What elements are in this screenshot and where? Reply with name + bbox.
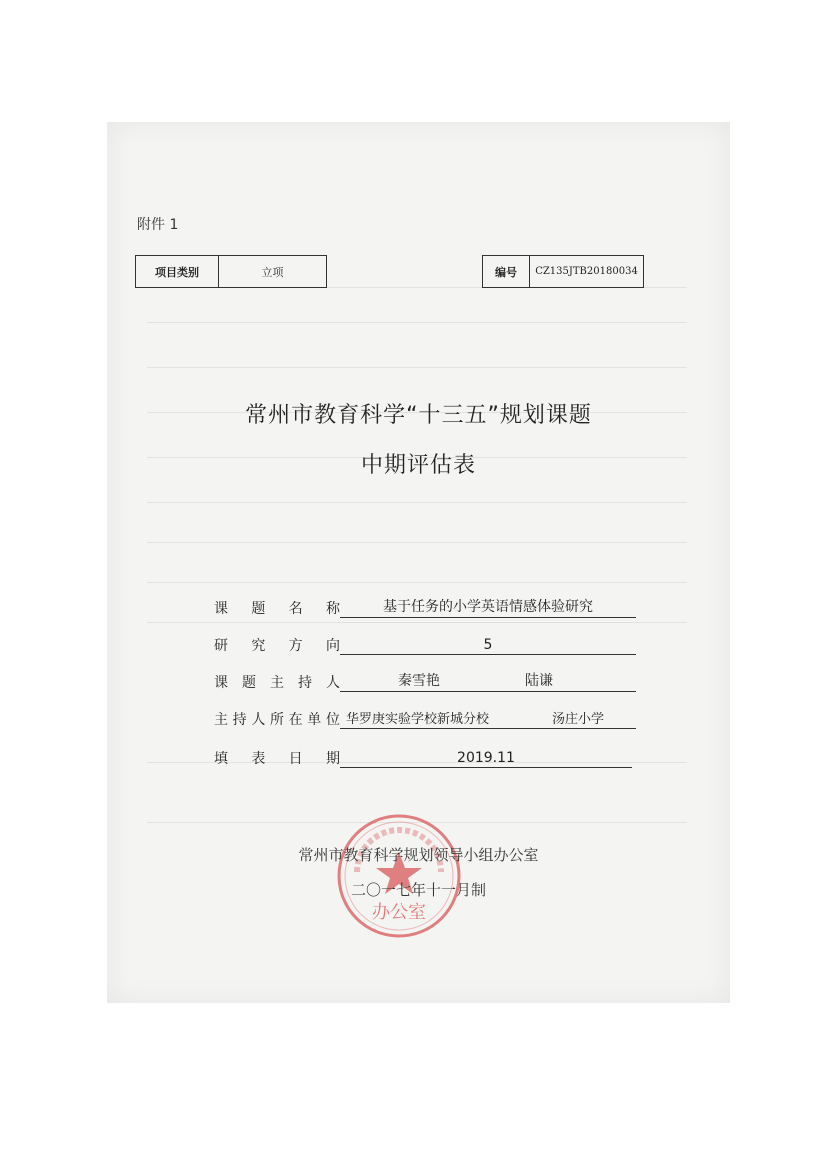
field-label: 主 持 人 所 在 单 位 <box>214 712 340 728</box>
document-page <box>107 122 730 1003</box>
field-label: 课 题 名 称 <box>214 601 340 617</box>
serial-number-box <box>482 255 644 288</box>
field-value <box>340 707 636 729</box>
field-host-unit <box>214 707 636 729</box>
field-label: 填 表 日 期 <box>214 751 340 767</box>
project-category-box <box>135 255 327 288</box>
bleed-through-line <box>147 542 687 543</box>
bleed-through-line <box>147 622 687 623</box>
unit-primary: 华罗庚实验学校新城分校 <box>346 712 490 727</box>
unit-secondary: 汤庄小学 <box>552 712 605 727</box>
field-research-direction <box>214 633 636 655</box>
official-seal-icon <box>335 812 463 940</box>
serial-number-value: CZ135JTB20180034 <box>529 256 643 287</box>
field-label: 课 题 主 持 人 <box>214 675 340 691</box>
bleed-through-line <box>147 582 687 583</box>
attachment-label: 附件 1 <box>137 217 179 233</box>
host-primary: 秦雪艳 <box>398 673 440 689</box>
field-value: 5 <box>340 633 636 655</box>
page-title: 常州市教育科学“十三五”规划课题 <box>245 403 592 428</box>
project-category-value: 立项 <box>218 256 326 287</box>
serial-number-label: 编号 <box>495 265 517 279</box>
field-label: 研 究 方 向 <box>214 638 340 654</box>
issue-date: 二〇一七年十一月制 <box>350 881 486 899</box>
field-value: 2019.11 <box>340 746 632 768</box>
host-secondary: 陆谦 <box>525 673 553 689</box>
field-value <box>340 670 636 692</box>
bleed-through-line <box>147 322 687 323</box>
seal-text: 办公室 <box>372 902 426 923</box>
bleed-through-line <box>147 367 687 368</box>
field-topic-name <box>214 596 636 618</box>
field-fill-date <box>214 746 632 768</box>
bleed-through-line <box>147 502 687 503</box>
issuing-organization: 常州市教育科学规划领导小组办公室 <box>298 846 539 864</box>
project-category-label: 项目类别 <box>155 265 199 279</box>
page-subtitle: 中期评估表 <box>360 453 476 478</box>
field-value: 基于任务的小学英语情感体验研究 <box>340 596 636 618</box>
field-host <box>214 670 636 692</box>
